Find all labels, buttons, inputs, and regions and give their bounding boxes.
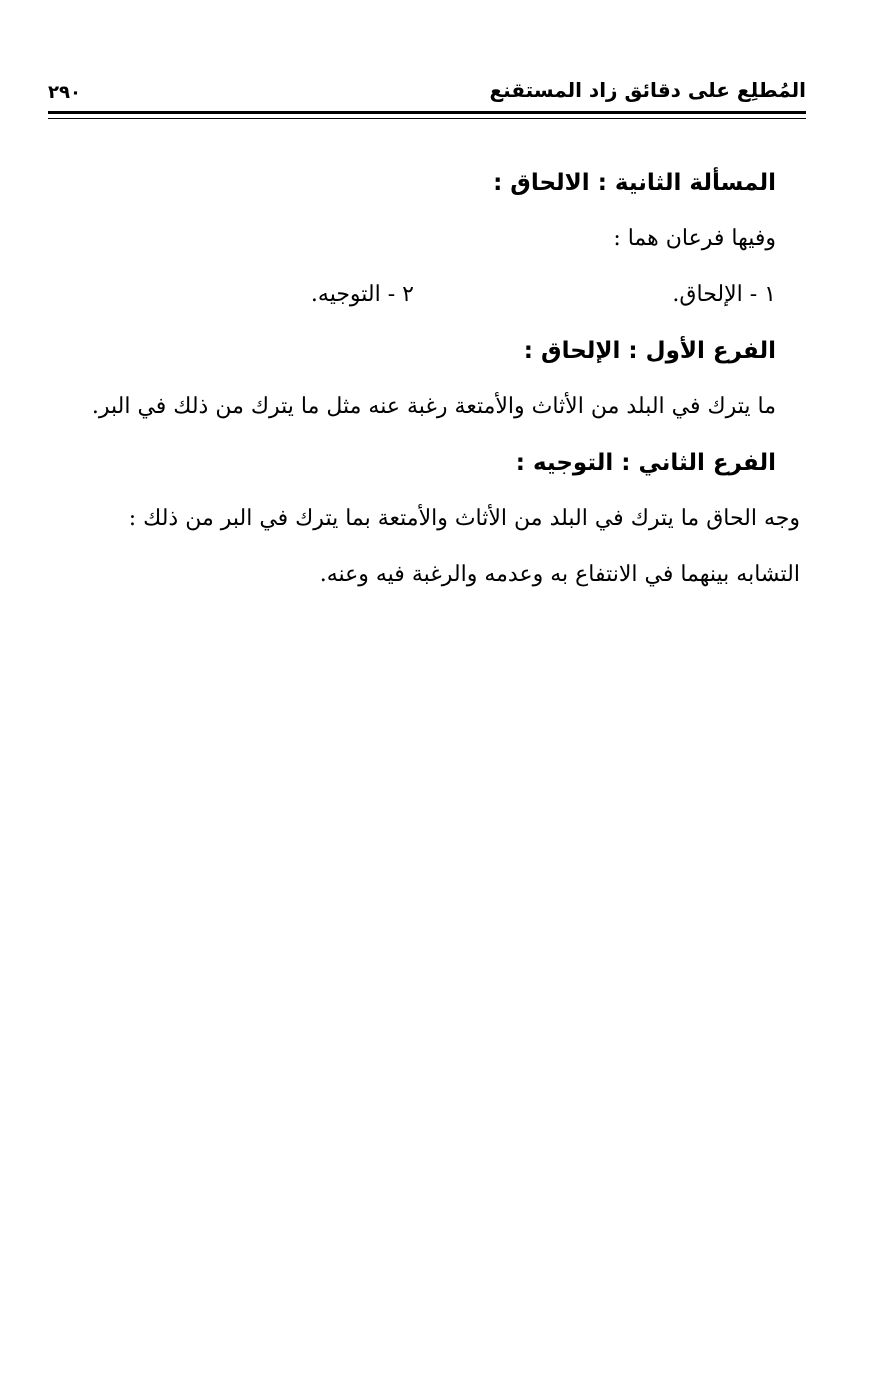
branch-2-heading: الفرع الثاني : التوجيه : xyxy=(515,450,776,476)
branch-2-text-line-2: التشابه بينهما في الانتفاع به وعدمه والرغبة فيه وعنه. xyxy=(319,562,800,587)
page-header xyxy=(48,78,806,108)
branch-2-text-line-1: وجه الحاق ما يترك في البلد من الأثاث والأمتعة بما يترك في البر من ذلك : xyxy=(128,506,800,531)
issue-heading: المسألة الثانية : الالحاق : xyxy=(493,170,776,196)
page-content xyxy=(48,160,800,608)
branches-list xyxy=(48,272,776,328)
page-number: ٢٩٠ xyxy=(48,82,81,103)
header-rule-thick xyxy=(48,111,806,114)
branch-item-1: ١ - الإلحاق. xyxy=(672,282,776,307)
branch-1-heading: الفرع الأول : الإلحاق : xyxy=(523,338,776,364)
running-title: المُطلِع على دقائق زاد المستقنع xyxy=(489,78,806,102)
header-rule-thin xyxy=(48,118,806,119)
branch-1-text: ما يترك في البلد من الأثاث والأمتعة رغبة عنه مثل ما يترك من ذلك في البر. xyxy=(91,394,776,419)
branch-item-2: ٢ - التوجيه. xyxy=(310,282,414,307)
intro-text: وفيها فرعان هما : xyxy=(613,226,776,251)
